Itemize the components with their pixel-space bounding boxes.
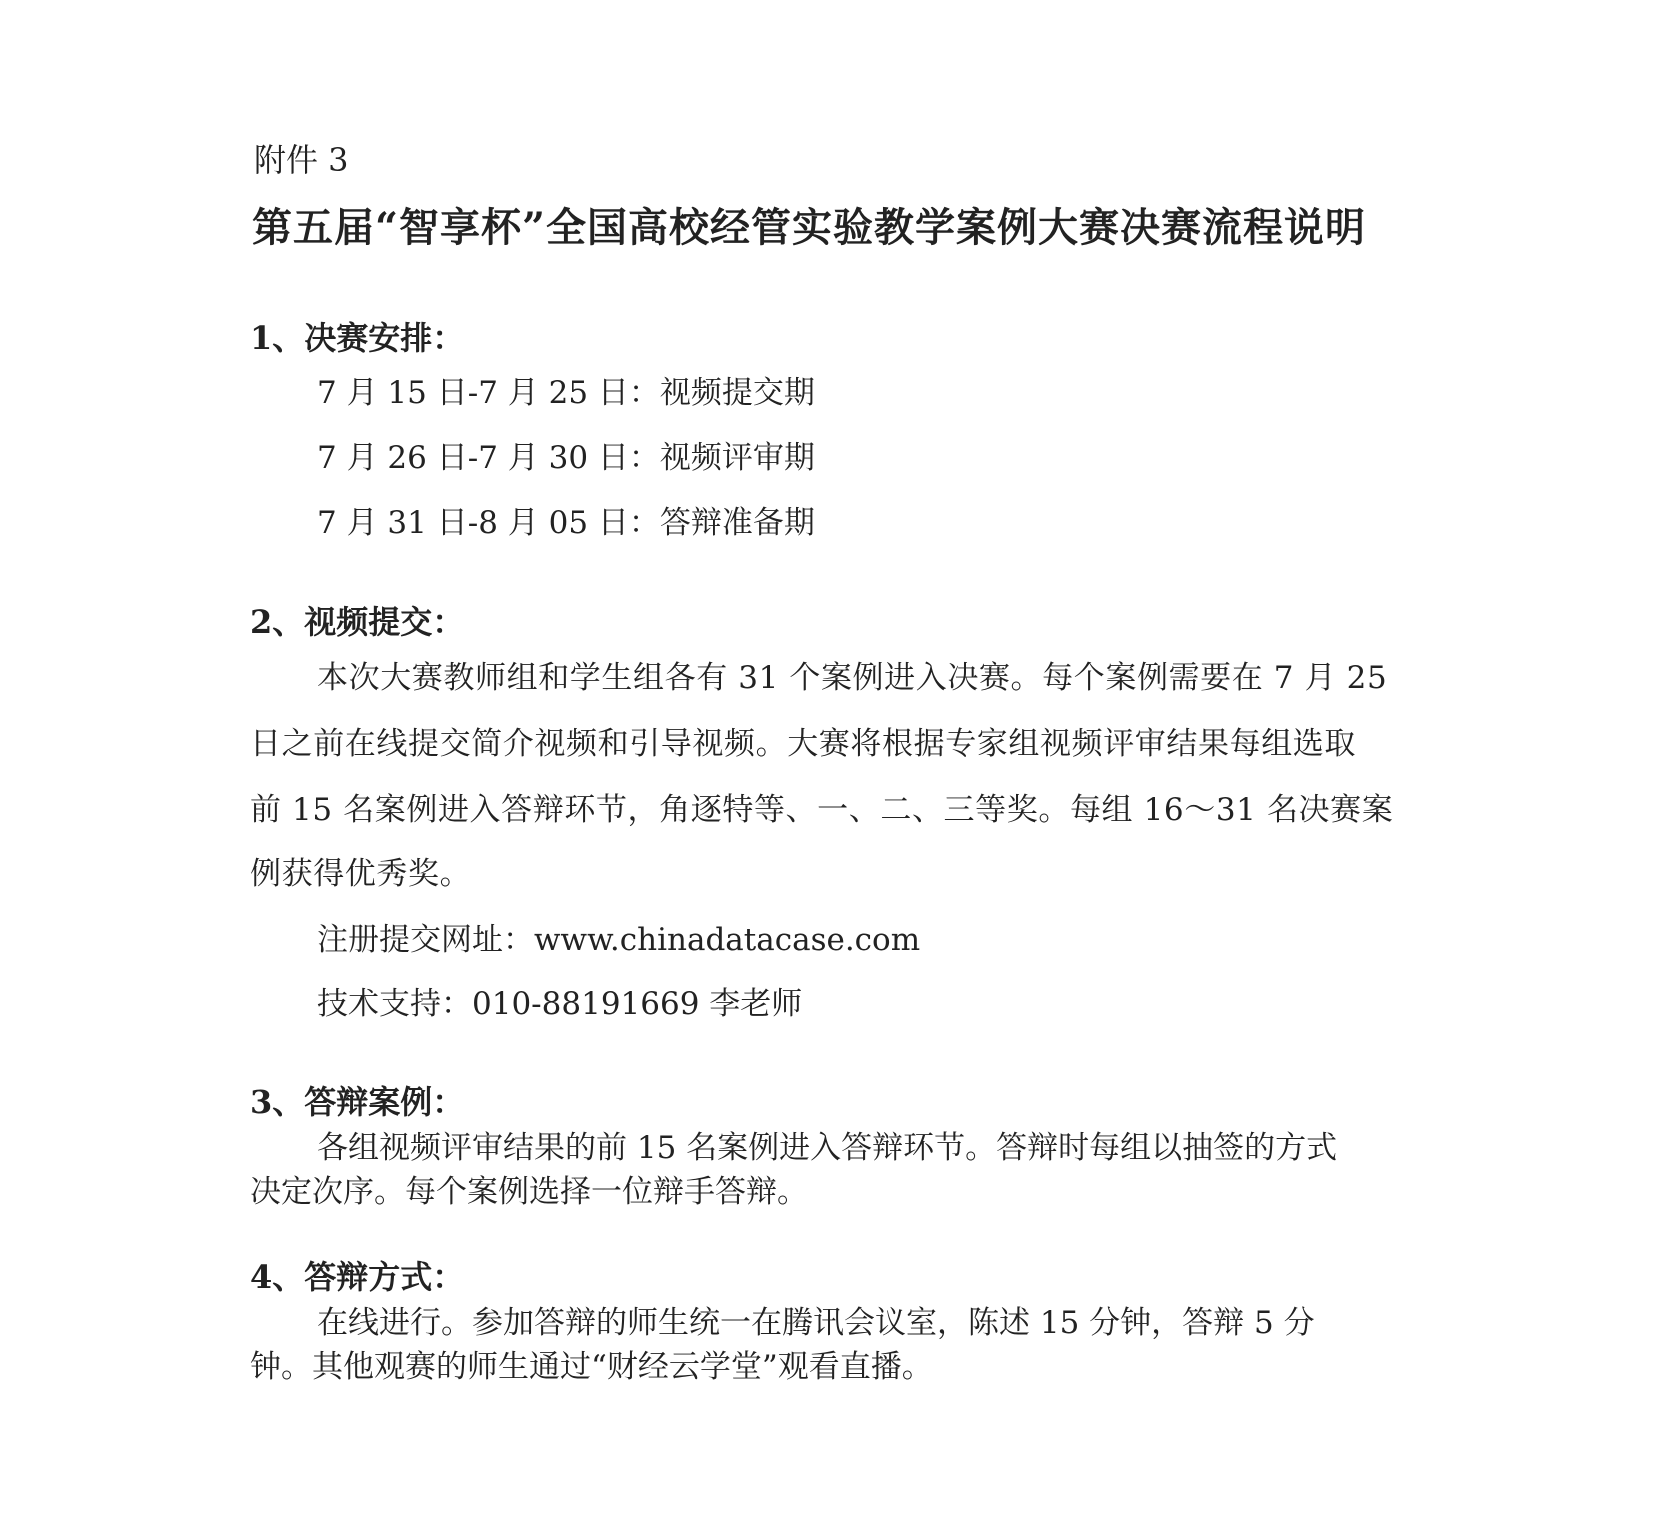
annex-label: 附件 3 [254,141,349,179]
paragraph-line: 日之前在线提交简介视频和引导视频。大赛将根据专家组视频评审结果每组选取 [250,726,1356,762]
section1-heading: 1、决赛安排： [250,319,465,357]
section2-heading: 2、视频提交： [250,603,465,641]
paragraph-line: 前 15 名案例进入答辩环节，角逐特等、一、二、三等奖。每组 16～31 名决赛案 [250,792,1394,828]
schedule-item: 7 月 15 日-7 月 25 日：视频提交期 [317,375,815,411]
document-title: 第五届“智享杯”全国高校经管实验教学案例大赛决赛流程说明 [252,204,1367,251]
support-line: 技术支持：010-88191669 李老师 [317,986,803,1022]
website-line: 注册提交网址：www.chinadatacase.com [317,922,921,958]
paragraph-line: 例获得优秀奖。 [250,856,472,892]
paragraph-line: 钟。其他观赛的师生通过“财经云学堂”观看直播。 [250,1349,933,1385]
paragraph-line: 在线进行。参加答辩的师生统一在腾讯会议室，陈述 15 分钟，答辩 5 分 [317,1305,1315,1341]
paragraph-line: 本次大赛教师组和学生组各有 31 个案例进入决赛。每个案例需要在 7 月 25 [317,660,1388,696]
paragraph-line: 决定次序。每个案例选择一位辩手答辩。 [250,1174,808,1210]
section4-heading: 4、答辩方式： [250,1258,465,1296]
schedule-item: 7 月 31 日-8 月 05 日：答辩准备期 [317,505,815,541]
schedule-item: 7 月 26 日-7 月 30 日：视频评审期 [317,440,815,476]
section3-heading: 3、答辩案例： [250,1083,465,1121]
paragraph-line: 各组视频评审结果的前 15 名案例进入答辩环节。答辩时每组以抽签的方式 [317,1130,1338,1166]
